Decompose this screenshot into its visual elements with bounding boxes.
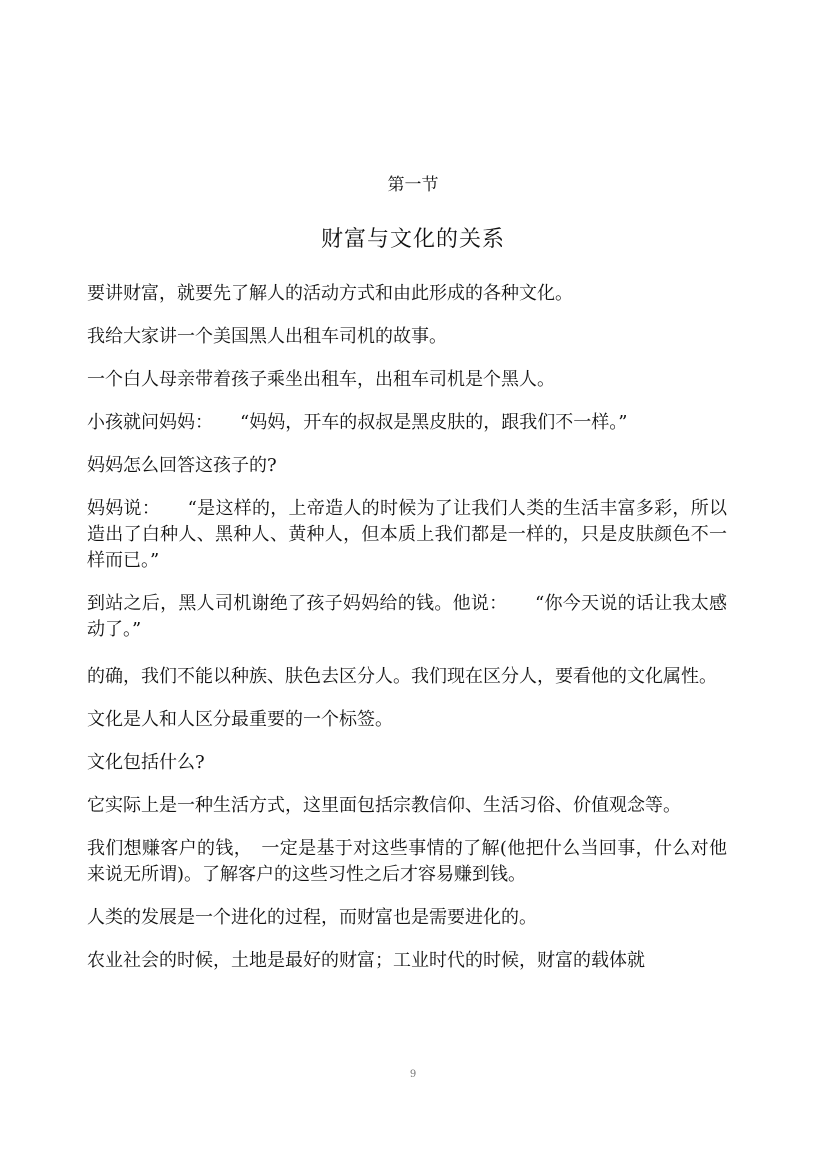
paragraph: 妈妈说： “是这样的，上帝造人的时候为了让我们人类的生活丰富多彩，所以造出了白种人、黑种人、黄种人，但本质上我们都是一样的，只是皮肤颜色不一样而已。” [87, 498, 727, 571]
paragraph: 小孩就问妈妈： “妈妈，开车的叔叔是黑皮肤的，跟我们不一样。” [87, 412, 628, 433]
paragraph: 它实际上是一种生活方式，这里面包括宗教信仰、生活习俗、价值观念等。 [87, 795, 681, 816]
page-number: 9 [409, 1069, 417, 1080]
paragraph: 农业社会的时候，土地是最好的财富；工业时代的时候，财富的载体就 [87, 950, 645, 971]
section-label: 第一节 [387, 175, 439, 195]
paragraph: 人类的发展是一个进化的过程，而财富也是需要进化的。 [87, 907, 537, 928]
paragraph: 要讲财富，就要先了解人的活动方式和由此形成的各种文化。 [87, 283, 573, 304]
paragraph: 文化是人和人区分最重要的一个标签。 [87, 709, 393, 730]
paragraph: 到站之后，黑人司机谢绝了孩子妈妈给的钱。他说： “你今天说的话让我太感动了。” [87, 593, 727, 640]
paragraph: 我给大家讲一个美国黑人出租车司机的故事。 [87, 326, 447, 347]
body-text [87, 281, 727, 974]
paragraph: 文化包括什么? [87, 752, 205, 773]
paragraph: 妈妈怎么回答这孩子的? [87, 455, 277, 476]
paragraph: 我们想赚客户的钱， 一定是基于对这些事情的了解(他把什么当回事，什么对他来说无所谓)。了解客户的这些习性之后才容易赚到钱。 [87, 838, 727, 885]
paragraph: 一个白人母亲带着孩子乘坐出租车，出租车司机是个黑人。 [87, 369, 555, 390]
chapter-title: 财富与文化的关系 [320, 227, 505, 252]
paragraph: 的确，我们不能以种族、肤色去区分人。我们现在区分人，要看他的文化属性。 [87, 666, 717, 687]
